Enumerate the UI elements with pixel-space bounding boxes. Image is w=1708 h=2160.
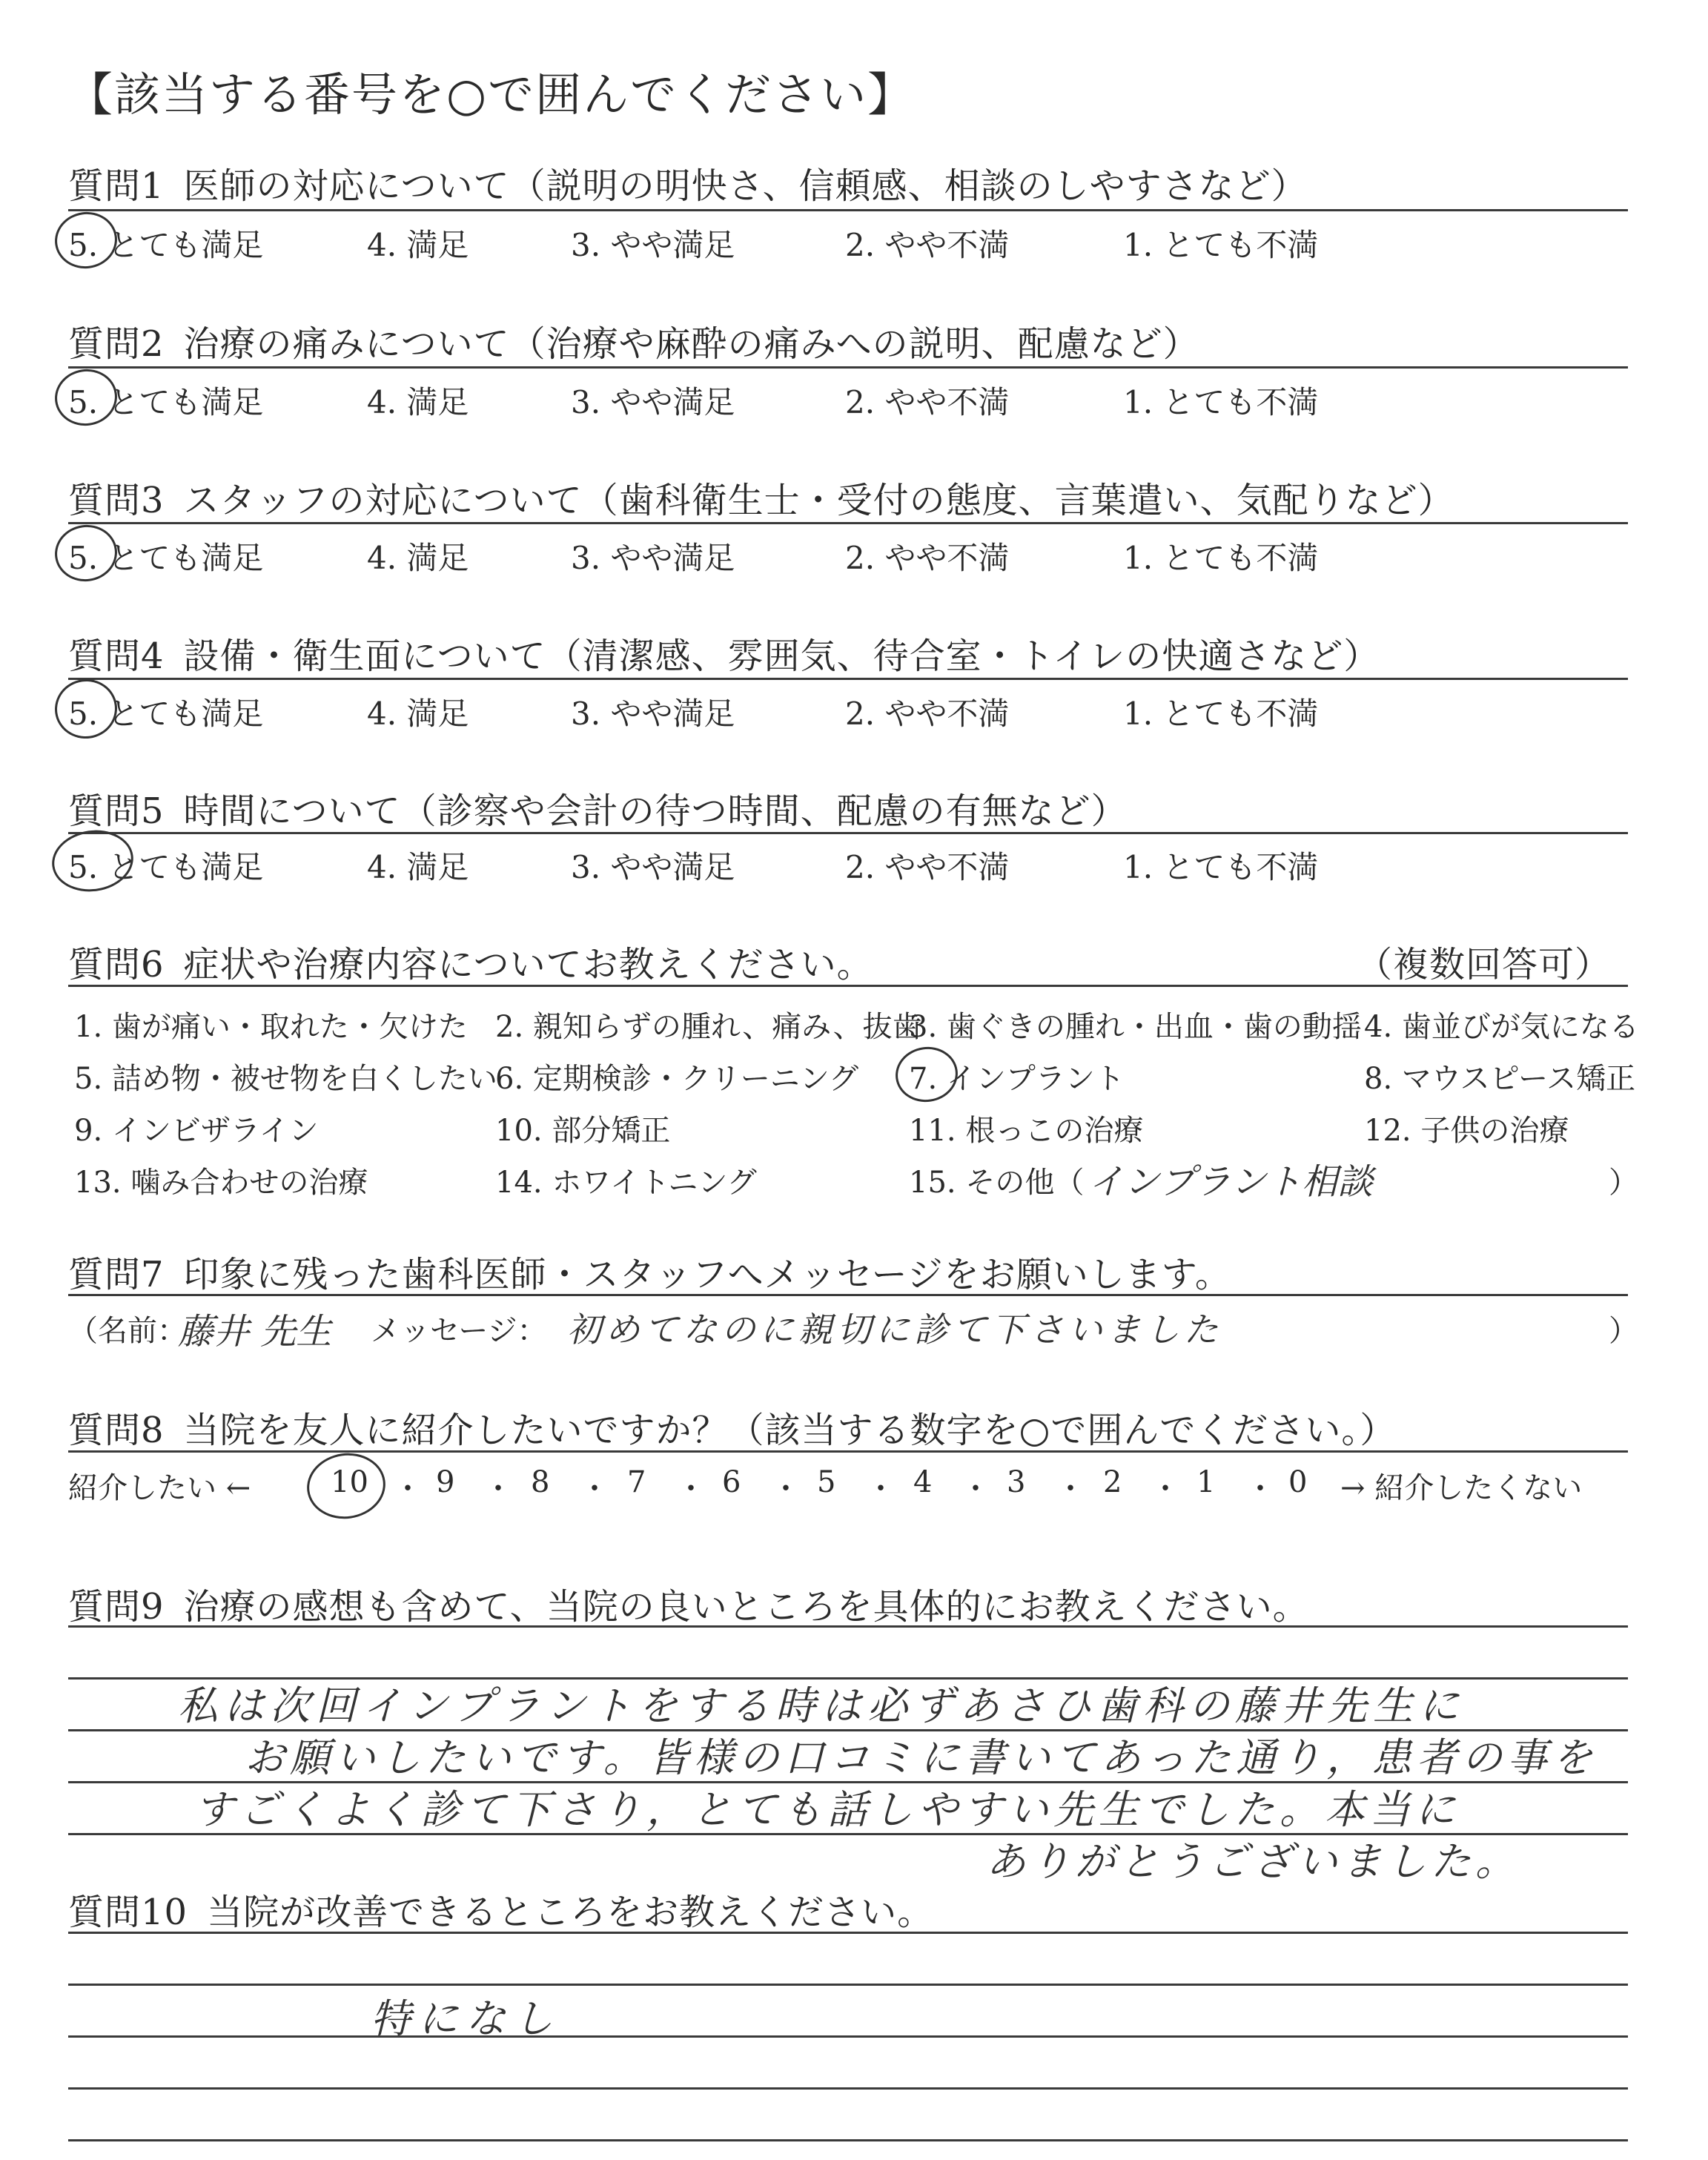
q3-option-2[interactable]: 2. やや不満 [845, 540, 1010, 576]
q5-option-3[interactable]: 3. やや満足 [571, 849, 735, 885]
q6-item-15[interactable]: 15. その他（ [909, 1166, 1085, 1200]
q6-item-1[interactable]: 1. 歯が痛い・取れた・欠けた [74, 1010, 468, 1044]
q8-scale-0[interactable]: 0 [1288, 1465, 1308, 1499]
question-6-text: 症状や治療内容についてお教えください。 [183, 944, 873, 985]
q9-answer-line-4[interactable]: ありがとうございました。 [986, 1838, 1520, 1885]
q8-scale-10[interactable]: 10 [331, 1465, 368, 1499]
question-8-rule [68, 1450, 1628, 1453]
q5-option-1[interactable]: 1. とても不満 [1123, 849, 1319, 885]
q4-option-1[interactable]: 1. とても不満 [1123, 696, 1319, 732]
q1-option-1[interactable]: 1. とても不満 [1123, 227, 1319, 263]
question-5-text: 時間について（診察や会計の待つ時間、配慮の有無など） [183, 790, 1128, 832]
q4-option-5[interactable]: 5. とても満足 [68, 696, 264, 732]
question-10-title [68, 1883, 933, 1935]
question-1-rule [68, 209, 1628, 211]
q8-scale-8[interactable]: 8 [531, 1465, 550, 1499]
question-6-rule [68, 985, 1628, 987]
q6-item-5[interactable]: 5. 詰め物・被せ物を白くしたい [74, 1062, 497, 1096]
question-2-rule [68, 366, 1628, 369]
q8-separator: ・ [483, 1472, 513, 1506]
q2-option-5[interactable]: 5. とても満足 [68, 384, 264, 420]
q8-separator: ・ [676, 1472, 706, 1506]
q8-separator: ・ [1151, 1472, 1180, 1506]
q10-answer-rule [68, 2087, 1628, 2090]
q10-answer-rule [68, 1984, 1628, 1986]
question-1-label: 質問1 [68, 165, 165, 207]
q2-option-2[interactable]: 2. やや不満 [845, 384, 1010, 420]
q6-item-3[interactable]: 3. 歯ぐきの腫れ・出血・歯の動揺 [909, 1010, 1362, 1044]
q7-close-paren: ） [1609, 1314, 1638, 1348]
q8-separator: ・ [1056, 1472, 1085, 1506]
q8-scale-5[interactable]: 5 [817, 1465, 836, 1499]
question-7-text: 印象に残った歯科医師・スタッフへメッセージをお願いします。 [183, 1254, 1231, 1295]
q1-option-3[interactable]: 3. やや満足 [571, 227, 735, 263]
question-5-label: 質問5 [68, 790, 165, 832]
question-4-label: 質問4 [68, 635, 165, 677]
q8-left-label: 紹介したい ← [68, 1471, 251, 1505]
question-4-title [68, 627, 1380, 678]
question-7-title [68, 1246, 1231, 1297]
q8-scale-2[interactable]: 2 [1103, 1465, 1122, 1499]
q5-option-4[interactable]: 4. 満足 [367, 849, 469, 885]
form-header: 【該当する番号を○で囲んでください】 [67, 67, 916, 122]
q6-item-10[interactable]: 10. 部分矯正 [495, 1114, 671, 1148]
q6-item-8[interactable]: 8. マウスピース矯正 [1364, 1062, 1636, 1096]
q6-item-13[interactable]: 13. 噛み合わせの治療 [74, 1166, 368, 1200]
q6-item-12[interactable]: 12. 子供の治療 [1364, 1114, 1569, 1148]
q4-option-4[interactable]: 4. 満足 [367, 696, 469, 732]
q8-separator: ・ [1245, 1472, 1275, 1506]
question-3-title [68, 472, 1454, 523]
q10-answer-rule [68, 2035, 1628, 2038]
q5-option-5[interactable]: 5. とても満足 [68, 849, 264, 885]
question-4-text: 設備・衛生面について（清潔感、雰囲気、待合室・トイレの快適さなど） [183, 635, 1380, 677]
question-10-label: 質問10 [68, 1892, 188, 1933]
question-6-label: 質問6 [68, 944, 165, 985]
q8-scale-3[interactable]: 3 [1007, 1465, 1026, 1499]
q6-item-14[interactable]: 14. ホワイトニング [495, 1166, 757, 1200]
question-3-text: スタッフの対応について（歯科衛生士・受付の態度、言葉遣い、気配りなど） [183, 480, 1454, 521]
q8-scale-6[interactable]: 6 [722, 1465, 741, 1499]
q8-scale-9[interactable]: 9 [436, 1465, 455, 1499]
q3-option-1[interactable]: 1. とても不満 [1123, 540, 1319, 576]
q4-option-3[interactable]: 3. やや満足 [571, 696, 735, 732]
question-1-title [68, 157, 1308, 208]
q8-separator: ・ [580, 1472, 609, 1506]
question-2-title [68, 315, 1199, 366]
q6-item-6[interactable]: 6. 定期検診・クリーニング [495, 1062, 859, 1096]
q8-scale-7[interactable]: 7 [627, 1465, 646, 1499]
q2-option-4[interactable]: 4. 満足 [367, 384, 469, 420]
q6-item-7[interactable]: 7. インプラント [909, 1062, 1125, 1096]
q8-scale-4[interactable]: 4 [913, 1465, 933, 1499]
q2-option-3[interactable]: 3. やや満足 [571, 384, 735, 420]
q4-option-2[interactable]: 2. やや不満 [845, 696, 1010, 732]
q6-item-9[interactable]: 9. インビザライン [74, 1114, 319, 1148]
q7-name-value[interactable]: 藤井 先生 [178, 1311, 332, 1353]
question-6-note: （複数回答可） [1357, 944, 1612, 985]
question-3-label: 質問3 [68, 480, 165, 521]
q8-answer-circle [302, 1448, 389, 1524]
q6-other-close-paren: ） [1609, 1166, 1638, 1200]
q6-other-answer[interactable]: インプラント相談 [1088, 1161, 1374, 1203]
question-9-label: 質問9 [68, 1586, 165, 1628]
question-9-title [68, 1578, 1309, 1629]
q2-option-1[interactable]: 1. とても不満 [1123, 384, 1319, 420]
q10-answer[interactable]: 特になし [371, 1995, 560, 2042]
question-3-rule [68, 522, 1628, 524]
q10-answer-rule [68, 1932, 1628, 1934]
question-7-label: 質問7 [68, 1254, 165, 1295]
q5-option-2[interactable]: 2. やや不満 [845, 849, 1010, 885]
question-5-title [68, 782, 1128, 833]
q1-option-5[interactable]: 5. とても満足 [68, 227, 264, 263]
question-6-title [68, 936, 873, 987]
question-10-text: 当院が改善できるところをお教えください。 [207, 1892, 934, 1933]
q8-separator: ・ [393, 1472, 423, 1506]
q9-answer-line-2[interactable]: お願いしたいです。皆様の口コミに書いてあった通り，患者の事を [245, 1734, 1598, 1781]
q8-separator: ・ [961, 1472, 990, 1506]
q9-answer-line-1[interactable]: 私は次回インプラントをする時は必ずあさひ歯科の藤井先生に [178, 1682, 1465, 1729]
q8-scale-1[interactable]: 1 [1196, 1465, 1216, 1499]
q7-message-prefix: メッセージ： [371, 1314, 547, 1348]
question-7-rule [68, 1294, 1628, 1296]
q6-item-2[interactable]: 2. 親知らずの腫れ、痛み、抜歯 [495, 1010, 922, 1044]
question-8-text: 当院を友人に紹介したいですか？（該当する数字を○で囲んでください。） [183, 1410, 1397, 1451]
q3-option-4[interactable]: 4. 満足 [367, 540, 469, 576]
question-2-label: 質問2 [68, 323, 165, 365]
question-9-text: 治療の感想も含めて、当院の良いところを具体的にお教えください。 [183, 1586, 1309, 1628]
q3-option-5[interactable]: 5. とても満足 [68, 540, 264, 576]
question-8-title [68, 1401, 1396, 1453]
q9-answer-line-3[interactable]: すごくよく診て下さり，とても話しやすい先生でした。本当に [194, 1786, 1460, 1833]
question-4-rule [68, 678, 1628, 680]
question-5-rule [68, 832, 1628, 834]
q8-right-label: → 紹介したくない [1340, 1471, 1583, 1505]
q1-option-2[interactable]: 2. やや不満 [845, 227, 1010, 263]
question-1-text: 医師の対応について（説明の明快さ、信頼感、相談のしやすさなど） [183, 165, 1308, 207]
q10-answer-rule [68, 2139, 1628, 2141]
q8-separator: ・ [771, 1472, 801, 1506]
q6-item-4[interactable]: 4. 歯並びが気になる [1364, 1010, 1639, 1044]
q9-answer-rule [68, 1625, 1628, 1628]
q1-option-4[interactable]: 4. 満足 [367, 227, 469, 263]
q7-name-prefix: （名前： [68, 1314, 187, 1348]
q6-item-11[interactable]: 11. 根っこの治療 [909, 1114, 1144, 1148]
q7-message-value[interactable]: 初めてなのに親切に診て下さいました [567, 1309, 1222, 1350]
q3-option-3[interactable]: 3. やや満足 [571, 540, 735, 576]
q8-separator: ・ [866, 1472, 896, 1506]
question-2-text: 治療の痛みについて（治療や麻酔の痛みへの説明、配慮など） [183, 323, 1199, 365]
question-8-label: 質問8 [68, 1410, 165, 1451]
